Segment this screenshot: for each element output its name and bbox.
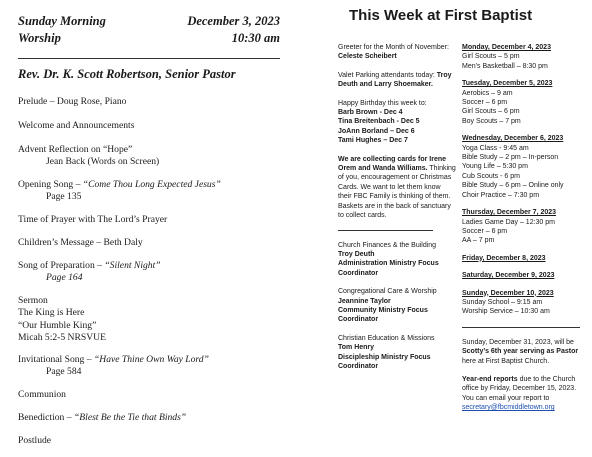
secretary-email-link[interactable]: secretary@fbcmiddletown.org (462, 404, 555, 412)
birthdays (338, 99, 456, 146)
anniversary-note: Sunday, December 31, 2023, will be Scotty’s 6th year serving as Pastor here at First Baptist Church. (462, 338, 579, 365)
pastor-name: Rev. Dr. K. Scott Robertson, Senior Pastor (18, 67, 236, 81)
greeter-note: Greeter for the Month of November: Celeste Scheibert (338, 44, 449, 61)
advent-title: Advent Reflection on “Hope” (18, 144, 133, 155)
panel-title: This Week at First Baptist (349, 7, 533, 24)
event-item: Worship Service – 10:30 am (462, 308, 550, 316)
event-item: Young Life – 5:30 pm (462, 163, 528, 171)
schedule-day-thursday (462, 208, 586, 246)
service-time: 10:30 am (231, 31, 280, 45)
birthday-item: Tami Hughes – Dec 7 (338, 137, 408, 145)
prelude: Prelude – Doug Rose, Piano (18, 96, 127, 107)
announcements-divider (338, 230, 433, 231)
event-item: AA – 7 pm (462, 237, 495, 245)
birthday-item: Barb Brown - Dec 4 (338, 109, 403, 117)
birthday-item: JoAnn Borland – Dec 6 (338, 127, 415, 135)
advent-reader: Jean Back (Words on Screen) (46, 156, 160, 168)
invitational-song: Invitational Song – “Have Thine Own Way Lord” Page 584 (18, 354, 209, 378)
opening-song: Opening Song – “Come Thou Long Expected Jesus” Page 135 (18, 179, 221, 203)
sermon-label: Sermon (18, 295, 48, 306)
sermon-series: The King is Here (18, 307, 85, 319)
ministry-admin: Church Finances & the Building Troy Deuth Administration Ministry Focus Coordinator (338, 241, 439, 277)
event-item: Men’s Basketball – 8:30 pm (462, 62, 548, 70)
prep-song-title: “Silent Night” (104, 260, 161, 271)
schedule-day-tuesday (462, 79, 586, 126)
day-heading: Wednesday, December 6, 2023 (462, 135, 564, 143)
birthday-label: Happy Birthday this week to: (338, 99, 427, 107)
schedule-day-saturday (462, 271, 586, 280)
song-of-preparation: Song of Preparation – “Silent Night” Page 164 (18, 260, 161, 284)
event-item: Boy Scouts – 7 pm (462, 117, 521, 125)
event-item: Soccer – 6 pm (462, 99, 508, 107)
event-item: Yoga Class - 9:45 am (462, 144, 529, 152)
event-item: Girl Scouts – 6 pm (462, 108, 520, 116)
event-item: Girl Scouts – 5 pm (462, 53, 520, 61)
cards-note: We are collecting cards for Irene Orem and Wanda Williams. Thinking of you, encouragement or Christmas Cards. We want to let them know their FBC Family is thinking of them. Baskets are in the back of sanctuary to collect cards. (338, 155, 456, 220)
header-divider (18, 58, 280, 59)
day-heading: Sunday, December 10, 2023 (462, 289, 554, 297)
reports-note: Year-end reports due to the Church office by Friday, December 15, 2023. You can email your report to secretary@fbcmiddletown.org (462, 375, 586, 413)
advent-reflection (18, 144, 159, 169)
postlude: Postlude (18, 435, 52, 446)
header-row-1 (18, 14, 280, 29)
schedule-day-wednesday (462, 134, 586, 200)
sermon-scripture: Micah 5:2-5 NRSVUE (18, 331, 106, 343)
ministry-discipleship: Christian Education & Missions Tom Henry Discipleship Ministry Focus Coordinator (338, 334, 435, 370)
schedule-day-sunday (462, 289, 586, 317)
valet-note: Valet Parking attendants today: Troy Deuth and Larry Shoemaker. (338, 71, 452, 89)
this-week-panel (306, 0, 592, 457)
schedule-day-monday (462, 43, 586, 71)
day-heading: Friday, December 8, 2023 (462, 254, 546, 262)
opening-song-page: Page 135 (46, 191, 82, 203)
event-item: Aerobics – 9 am (462, 89, 513, 97)
event-item: Sunday School – 9:15 am (462, 298, 543, 306)
childrens-message: Children’s Message – Beth Daly (18, 237, 143, 248)
event-item: Choir Practice – 7:30 pm (462, 191, 540, 199)
event-item: Ladies Game Day – 12:30 pm (462, 218, 555, 226)
inv-song-title: “Have Thine Own Way Lord” (93, 354, 209, 365)
event-item: Soccer – 6 pm (462, 227, 508, 235)
header-row-2 (18, 31, 280, 46)
prayer: Time of Prayer with The Lord’s Prayer (18, 214, 168, 225)
greeter-name: Celeste Scheibert (338, 53, 397, 61)
service-date: December 3, 2023 (187, 14, 280, 28)
benediction-title: “Blest Be the Tie that Binds” (73, 412, 187, 423)
birthday-item: Tina Breitenbach - Dec 5 (338, 118, 420, 126)
event-item: Bible Study – 6 pm – Online only (462, 182, 564, 190)
schedule-day-friday (462, 254, 586, 263)
service-name: Sunday Morning (18, 14, 106, 28)
communion: Communion (18, 389, 66, 400)
announcements-column (338, 43, 456, 380)
prep-song-page: Page 164 (46, 272, 83, 284)
day-heading: Monday, December 4, 2023 (462, 44, 551, 51)
opening-song-title: “Come Thou Long Expected Jesus” (82, 179, 221, 190)
schedule-column (462, 43, 586, 422)
day-heading: Thursday, December 7, 2023 (462, 209, 557, 217)
benediction: Benediction – “Blest Be the Tie that Binds” (18, 412, 187, 423)
ministry-community: Congregational Care & Worship Jeannine Taylor Community Ministry Focus Coordinator (338, 288, 437, 324)
inv-song-page: Page 584 (46, 366, 82, 378)
event-item: Bible Study – 2 pm – In-person (462, 154, 559, 162)
sermon (18, 295, 106, 344)
day-heading: Saturday, December 9, 2023 (462, 272, 555, 280)
service-type: Worship (18, 31, 61, 45)
welcome: Welcome and Announcements (18, 120, 135, 131)
event-item: Cub Scouts - 6 pm (462, 172, 520, 180)
sermon-title: “Our Humble King” (18, 319, 97, 331)
valet-names: Troy Deuth and Larry Shoemaker. (338, 71, 452, 89)
schedule-divider (462, 327, 580, 328)
day-heading: Tuesday, December 5, 2023 (462, 80, 553, 88)
